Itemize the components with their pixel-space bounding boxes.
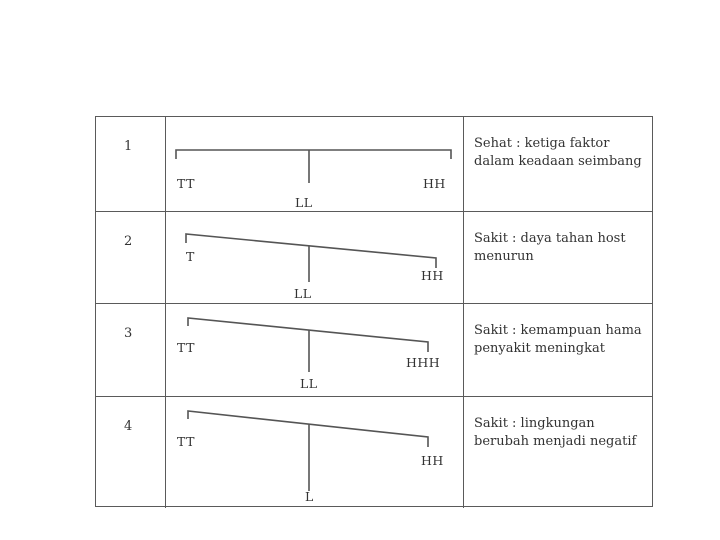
lever-beam [186,234,436,268]
condition-description: Sakit : lingkungan berubah menjadi negatif [474,416,637,449]
environment-label: LL [295,195,313,210]
row-number: 3 [124,326,133,341]
description-cell [464,117,652,211]
row-number: 4 [124,419,133,434]
environment-label: LL [300,376,318,391]
lever-beam [176,150,451,159]
lever-beam [188,411,428,447]
table-row [96,212,652,304]
agent-label: TT [177,434,195,449]
number-cell [96,117,166,211]
balance-table [95,116,653,507]
environment-label: LL [294,286,312,301]
agent-label: TT [177,340,195,355]
condition-description: Sakit : daya tahan host menurun [474,231,626,264]
row-number: 2 [124,234,133,249]
condition-description: Sehat : ketiga faktor dalam keadaan seimbang [474,136,642,169]
lever-beam [188,318,428,352]
number-cell [96,397,166,508]
environment-label: L [305,489,314,504]
description-cell [464,212,652,303]
diagram-cell [166,397,464,508]
balance-lever-diagram [166,212,462,304]
description-cell [464,304,652,396]
number-cell [96,304,166,396]
diagram-cell [166,117,464,211]
row-number: 1 [124,139,133,154]
number-cell [96,212,166,303]
balance-lever-diagram [166,117,462,212]
table-row [96,397,652,508]
agent-label: T [186,249,195,264]
condition-description: Sakit : kemampuan hama penyakit meningkat [474,323,642,356]
description-cell [464,397,652,508]
table-row [96,117,652,212]
diagram-cell [166,212,464,303]
host-label: HH [423,176,446,191]
host-label: HH [421,268,444,283]
diagram-cell [166,304,464,396]
host-label: HH [421,453,444,468]
table-row [96,304,652,397]
balance-lever-diagram [166,397,462,508]
agent-label: TT [177,176,195,191]
host-label: HHH [406,355,441,370]
